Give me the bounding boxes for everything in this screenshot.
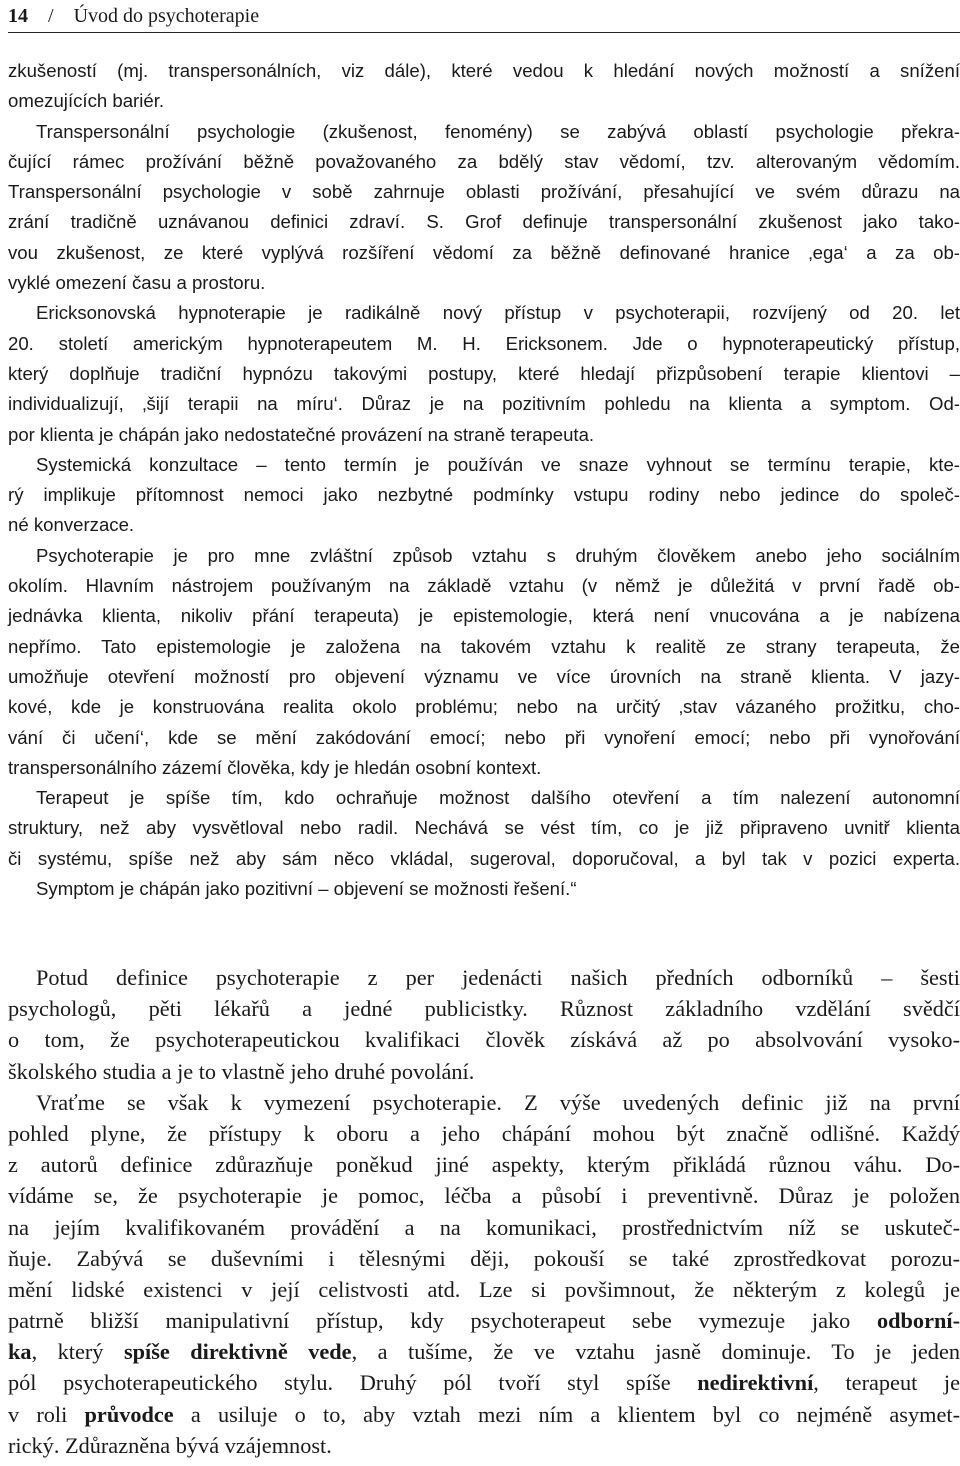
bold-term: spíše direktivně vede (123, 1339, 352, 1365)
body-line (8, 1024, 960, 1055)
bold-term: ka (8, 1339, 32, 1365)
page-number: 14 (8, 5, 28, 27)
text-segment: Potud definice psychoterapie z per jedenácti našich předních odborníků – šesti (36, 965, 960, 990)
bold-term: odborní- (876, 1308, 960, 1334)
text-segment: o tom, že psychoterapeutickou kvalifikaci člověk získává až po absolvování vysoko- (8, 1027, 960, 1053)
body-text (8, 962, 960, 1461)
body-line (8, 1430, 960, 1461)
bold-term: průvodce (84, 1401, 174, 1427)
header-separator: / (48, 5, 54, 27)
text-segment: mění lidské existenci v její celistvosti atd. Lze si povšimnout, že některým z kolegů je (8, 1276, 960, 1302)
text-segment: rický. Zdůrazněna bývá vzájemnost. (8, 1432, 332, 1458)
text-segment: psychologů, pěti lékařů a jedné publicistky. Různost základního vzdělání svědčí (8, 996, 960, 1022)
text-segment: patrně bližší manipulativní přístup, kdy psychoterapeut sebe vymezuje jako (8, 1308, 877, 1334)
text-segment: na jejím kvalifikovaném provádění a na komunikaci, prostřednictvím níž se uskuteč- (8, 1214, 960, 1240)
text-segment: ňuje. Zabývá se duševními i tělesnými ději, pokouší se také zprostředkovat porozu- (8, 1245, 960, 1271)
definition-line: nepřímo. Tato epistemologie je založena na takovém vztahu k realitě ze strany terapeuta, že (8, 635, 960, 657)
definition-line: Systemická konzultace – tento termín je používán ve snaze vyhnout se termínu terapie, kte- (36, 453, 960, 475)
definition-line: jednávka klienta, nikoliv přání terapeuta) je epistemologie, která není vnucována a je nabízena (8, 605, 960, 627)
definition-line: Ericksonovská hypnoterapie je radikálně nový přístup v psychoterapii, rozvíjený od 20. let (36, 302, 960, 324)
definition-line: Symptom je chápán jako pozitivní – objevení se možnosti řešení.“ (36, 878, 577, 900)
body-line (8, 1149, 960, 1180)
body-line (8, 1274, 960, 1305)
body-line (8, 1399, 960, 1430)
text-segment: pohled plyne, že přístupy k oboru a jeho chápání mohou být značně odlišné. Každý (8, 1120, 960, 1146)
text-segment: , terapeut je (813, 1370, 960, 1396)
bold-term: nedirektivní (697, 1370, 814, 1396)
definition-line: struktury, než aby vysvětloval nebo radil. Nechává se vést tím, co je již připraveno uvnitř klienta (8, 817, 960, 839)
definition-line: či systému, spíše než aby sám něco vkládal, sugeroval, doporučoval, a byl tak v pozici experta. (8, 847, 960, 869)
definition-line: transpersonálního zázemí člověka, kdy je hledán osobní kontext. (8, 756, 542, 778)
text-segment: vídáme se, že psychoterapie je pomoc, léčba a působí i preventivně. Důraz je položen (8, 1183, 960, 1209)
definition-line: 20. století americkým hypnoterapeutem M. H. Ericksonem. Jde o hypnoterapeutický přístup, (8, 332, 960, 354)
body-line (8, 1180, 960, 1211)
definition-line: kové, kde je konstruována realita okolo problému; nebo na určitý ‚stav vázaného prožitku, cho- (8, 696, 960, 718)
definition-line: rý implikuje přítomnost nemoci jako nezbytné podmínky vstupu rodiny nebo jedince do společ- (8, 484, 960, 506)
page-header (8, 2, 960, 33)
definition-line: který doplňuje tradiční hypnózu takovými postupy, které hledají přizpůsobení terapie klientovi – (8, 362, 960, 384)
definition-line: zrání tradičně uznávanou definici zdraví. S. Grof definuje transpersonální zkušenost jako tako- (8, 211, 960, 233)
body-line (8, 1087, 960, 1118)
definition-line: Psychoterapie je pro mne zvláštní způsob vztahu s druhým člověkem anebo jeho sociálním (36, 544, 960, 566)
definition-line: čující rámec prožívání běžně považovaného za bdělý stav vědomí, tzv. alterovaným vědomím. (8, 150, 960, 172)
body-line (8, 1336, 960, 1367)
definition-line: né konverzace. (8, 514, 135, 536)
definition-line: Transpersonální psychologie (zkušenost, fenomény) se zabývá oblastí psychologie překra- (36, 120, 960, 142)
definition-line: vání či učení‘, kde se mění zakódování emocí; nebo při vynoření emocí; nebo při vynořování (8, 726, 960, 748)
text-segment: pól psychoterapeutického stylu. Druhý pól tvoří styl spíše (8, 1370, 698, 1396)
definition-line: Terapeut je spíše tím, kdo ochraňuje možnost dalšího otevření a tím nalezení autonomní (36, 787, 960, 809)
text-segment: , který (31, 1339, 124, 1365)
text-segment: , a tušíme, že ve vztahu jasně dominuje. To je jeden (351, 1339, 960, 1365)
definitions-block (8, 56, 960, 904)
text-segment: v roli (8, 1401, 85, 1427)
body-line (8, 1056, 960, 1087)
body-line (8, 962, 960, 993)
definition-line: por klienta je chápán jako nedostatečné provázení na straně terapeuta. (8, 423, 595, 445)
definition-line: individualizují, ‚šijí terapii na míru‘. Důraz je na pozitivním pohledu na klienta a symptom. Od- (8, 393, 960, 415)
text-segment: z autorů definice zdůrazňuje poněkud jiné aspekty, kterým přikládá různou váhu. Do- (8, 1152, 960, 1178)
body-line (8, 1367, 960, 1398)
chapter-title: Úvod do psychoterapie (73, 5, 260, 27)
body-line (8, 1212, 960, 1243)
definition-line: omezujících bariér. (8, 90, 165, 112)
body-line (8, 1243, 960, 1274)
body-line (8, 1305, 960, 1336)
definition-line: zkušeností (mj. transpersonálních, viz dále), které vedou k hledání nových možností a snížení (8, 60, 960, 81)
definition-line: vyklé omezení času a prostoru. (8, 272, 266, 294)
definition-line: umožňuje otevření možností pro objevení významu ve více úrovních na straně klienta. V jazy- (8, 665, 960, 687)
definition-line: Transpersonální psychologie v sobě zahrnuje oblasti prožívání, přesahující ve svém důrazu na (8, 181, 960, 203)
definition-line: okolím. Hlavním nástrojem používaným na základě vztahu (v němž je důležitá v první řadě ob- (8, 575, 960, 597)
text-segment: Vraťme se však k vymezení psychoterapie. Z výše uvedených definic již na první (36, 1089, 960, 1115)
body-line (8, 993, 960, 1024)
text-segment: a usiluje o to, aby vztah mezi ním a klientem byl co nejméně asymet- (173, 1401, 960, 1427)
definition-line: vou zkušenost, ze které vyplývá rozšíření vědomí za běžně definované hranice ‚ega‘ a za ob- (8, 241, 960, 263)
text-segment: školského studia a je to vlastně jeho druhé povolání. (8, 1058, 475, 1084)
body-line (8, 1118, 960, 1149)
